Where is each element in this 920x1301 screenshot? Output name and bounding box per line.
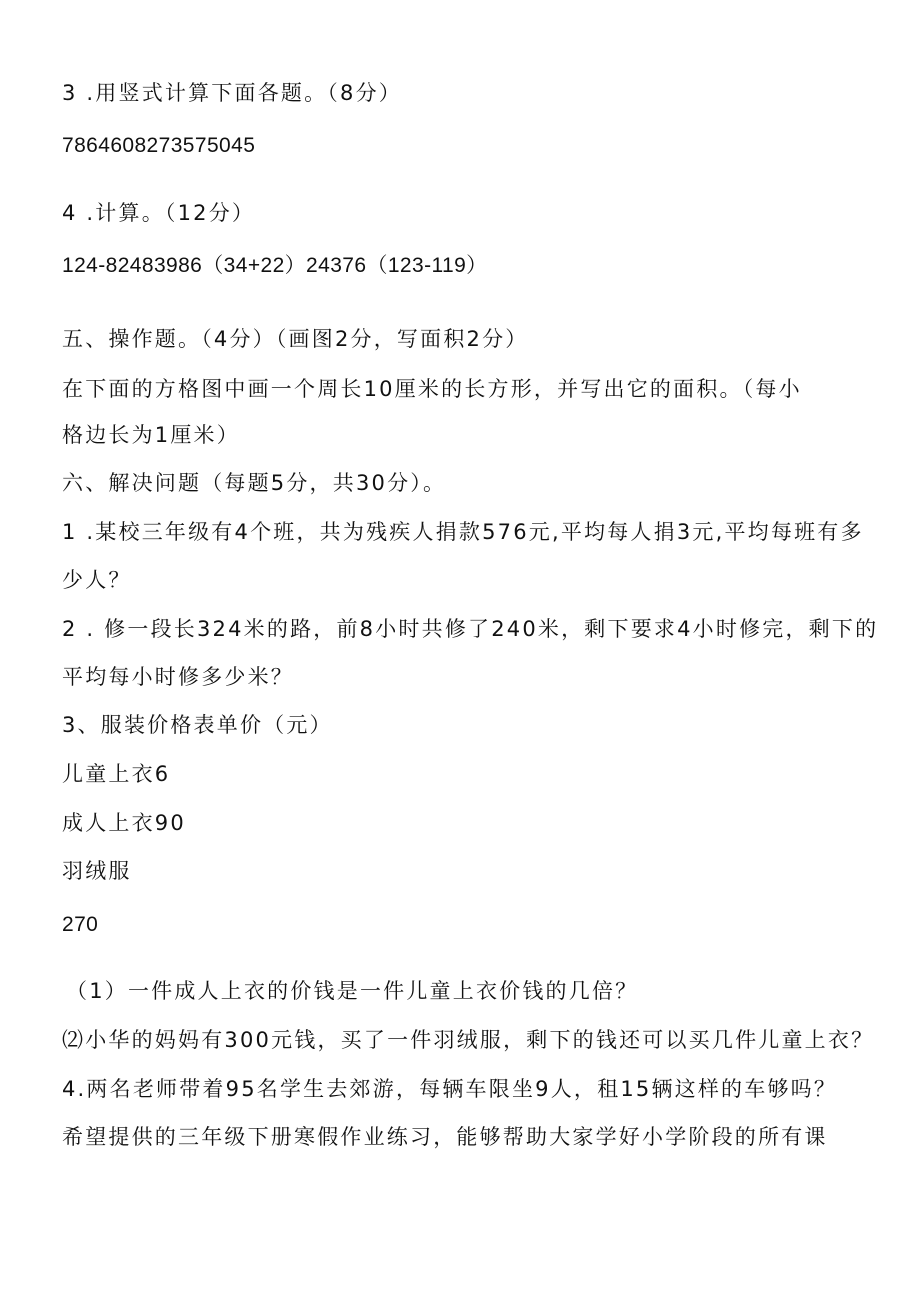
problem-1-text-continued: 少人？	[62, 568, 132, 592]
question-3-heading: 3 .用竖式计算下面各题。（8分）	[62, 81, 402, 105]
problem-2-text: 2 . 修一段长324米的路，前8小时共修了240米，剩下要求4小时修完，剩下的	[62, 617, 879, 641]
question-3-numbers: 7864608273575045	[62, 134, 256, 157]
problem-1-text: 1 .某校三年级有4个班，共为残疾人捐款576元,平均每人捐3元,平均每班有多	[62, 520, 864, 544]
price-table-title: 3、服装价格表单价（元）	[62, 713, 333, 737]
problem-2-text-continued: 平均每小时修多少米？	[62, 665, 294, 689]
problem-3-subquestion-1: （1）一件成人上衣的价钱是一件儿童上衣价钱的几倍？	[66, 979, 639, 1003]
section-6-heading: 六、解决问题（每题5分，共30分）。	[62, 471, 447, 495]
price-row-down-jacket-label: 羽绒服	[62, 859, 132, 883]
question-4-expressions: 124-82483986（34+22）24376（123-119）	[62, 254, 488, 277]
problem-4-text: 4.两名老师带着95名学生去郊游，每辆车限坐9人，租15辆这样的车够吗？	[62, 1077, 838, 1101]
section-5-heading: 五、操作题。（4分）（画图2分，写面积2分）	[62, 327, 529, 351]
price-row-adult-top: 成人上衣90	[62, 811, 186, 835]
question-4-heading: 4 .计算。（12分）	[62, 201, 256, 225]
price-row-child-top: 儿童上衣6	[62, 762, 171, 786]
section-5-instruction-continued: 格边长为1厘米）	[62, 423, 240, 447]
section-5-instruction: 在下面的方格图中画一个周长10厘米的长方形，并写出它的面积。（每小	[62, 377, 802, 401]
price-row-down-jacket-value: 270	[62, 913, 99, 936]
problem-3-subquestion-2: ⑵小华的妈妈有300元钱，买了一件羽绒服，剩下的钱还可以买几件儿童上衣？	[62, 1028, 875, 1052]
closing-remark: 希望提供的三年级下册寒假作业练习，能够帮助大家学好小学阶段的所有课	[62, 1125, 828, 1149]
